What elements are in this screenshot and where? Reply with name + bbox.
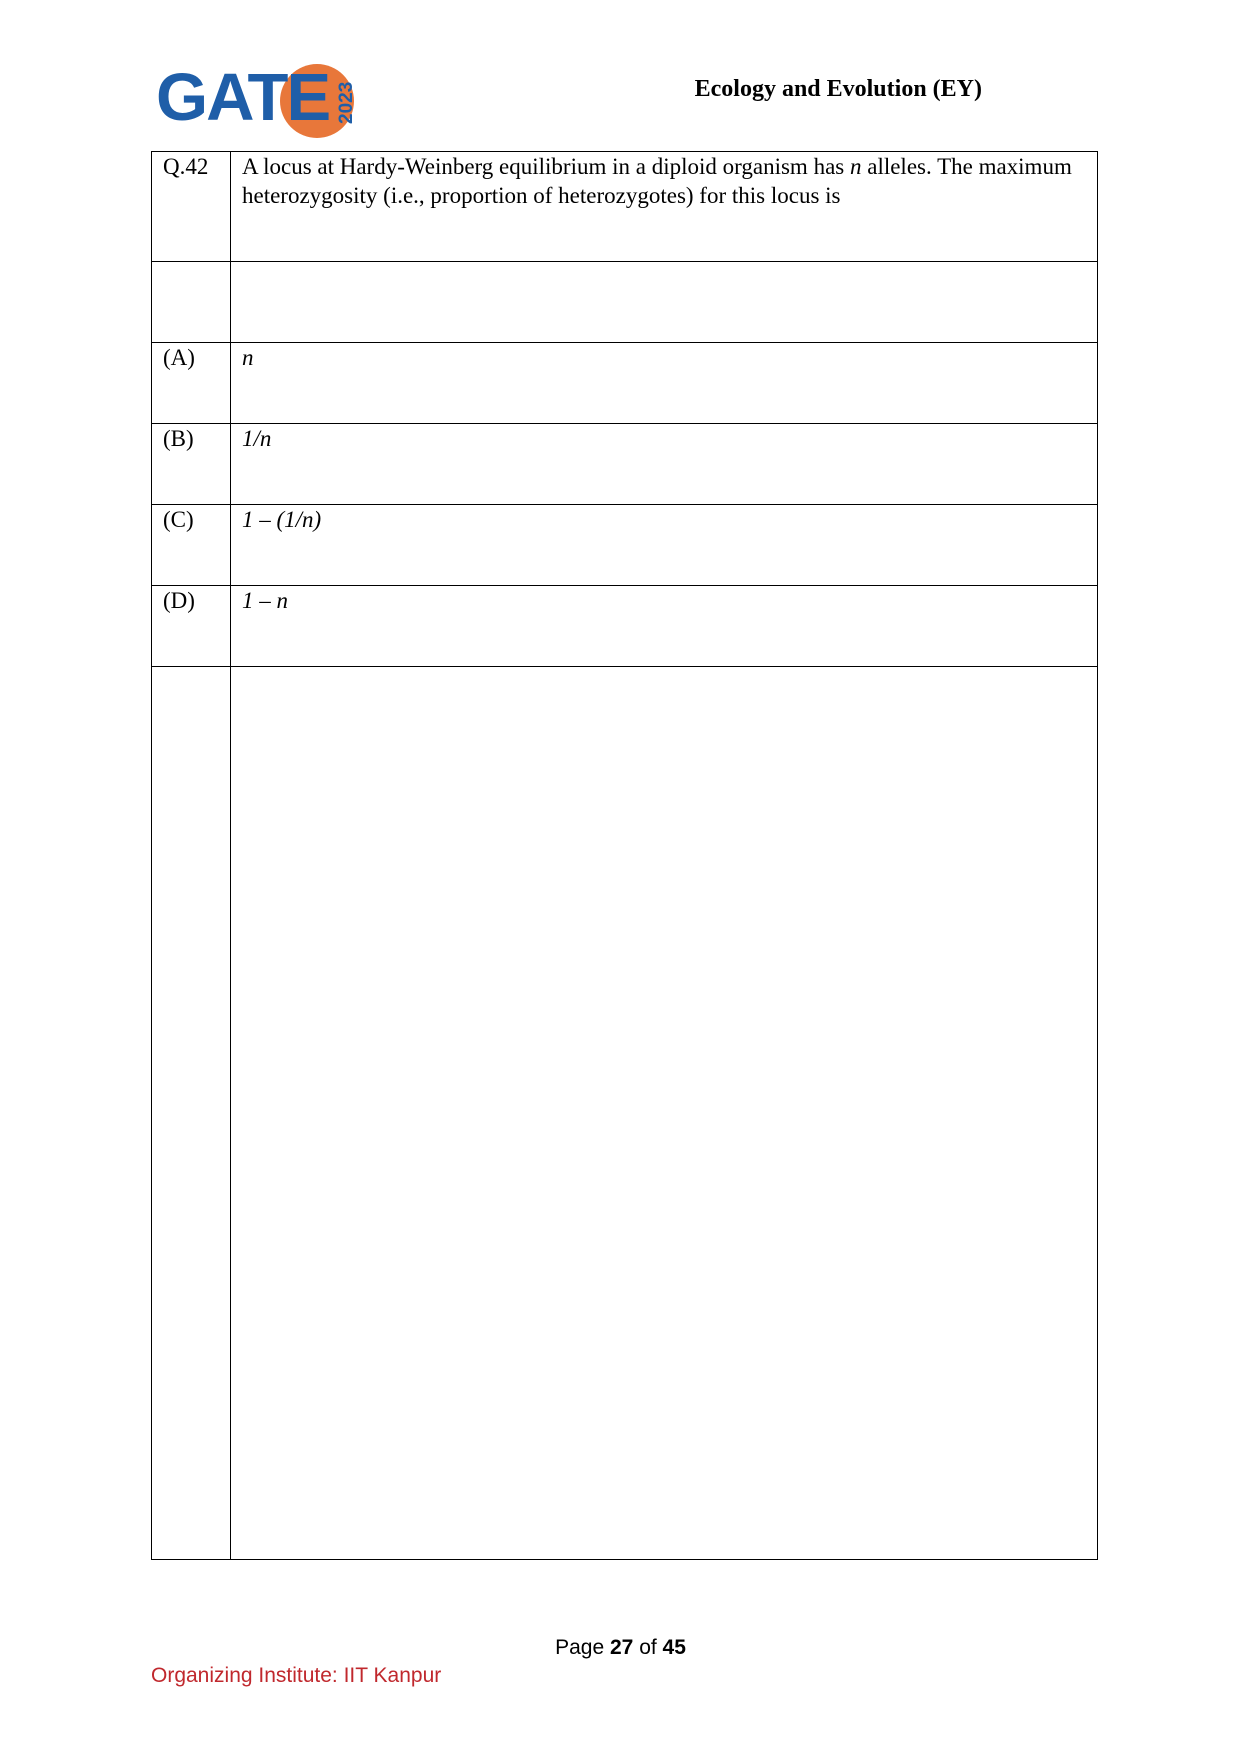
option-value: 1/n <box>231 424 1098 505</box>
option-label: (B) <box>152 424 231 505</box>
option-label: (A) <box>152 343 231 424</box>
option-value: n <box>231 343 1098 424</box>
page-current: 27 <box>609 1636 634 1659</box>
option-row-d <box>152 586 1098 667</box>
paper-title: Ecology and Evolution (EY) <box>694 76 982 102</box>
option-value: 1 – (1/n) <box>231 505 1098 586</box>
question-row <box>152 152 1098 262</box>
option-value: 1 – n <box>231 586 1098 667</box>
page-of: of <box>639 1636 657 1659</box>
option-row-c <box>152 505 1098 586</box>
page-word: Page <box>555 1636 605 1659</box>
organizer-text: Organizing Institute: IIT Kanpur <box>151 1664 442 1687</box>
option-row-b <box>152 424 1098 505</box>
page-total: 45 <box>662 1636 686 1659</box>
question-table <box>151 151 1098 1560</box>
option-label: (D) <box>152 586 231 667</box>
question-text-part1: A locus at Hardy-Weinberg equilibrium in a diploid organism has <box>242 154 850 179</box>
answer-space-row <box>152 667 1098 1560</box>
page-number <box>0 1636 1241 1660</box>
logo-text: GATE <box>156 60 330 135</box>
question-variable: n <box>849 154 862 179</box>
logo-year: 2023 <box>336 81 357 125</box>
option-label: (C) <box>152 505 231 586</box>
gate-logo <box>150 58 360 140</box>
question-number: Q.42 <box>152 152 231 262</box>
question-text <box>231 152 1098 262</box>
blank-row <box>152 262 1098 343</box>
question-text-part2: alleles. The maximum heterozygosity (i.e., proportion of heterozygotes) for this locus is <box>242 154 1072 208</box>
option-row-a <box>152 343 1098 424</box>
